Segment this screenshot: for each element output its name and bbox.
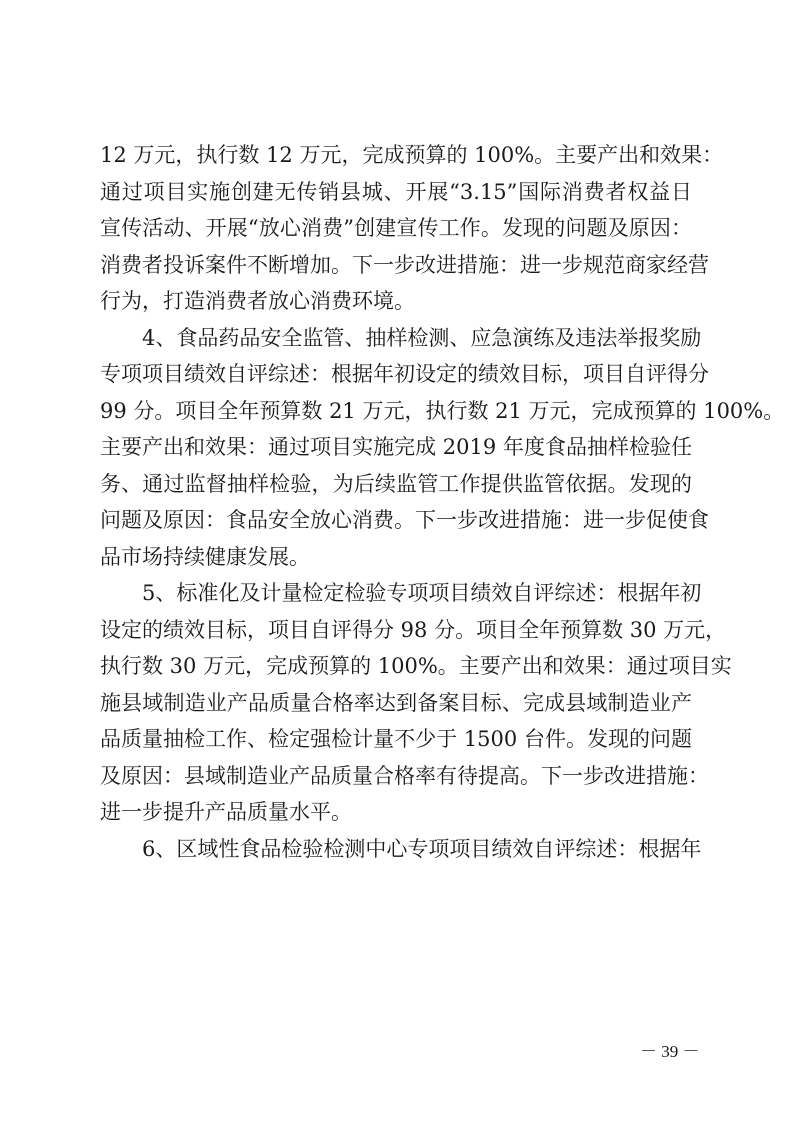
page-number: － 39 － (640, 1042, 700, 1061)
text-line: 5、标准化及计量检定检验专项项目绩效自评综述：根据年初 (142, 581, 702, 605)
text-line: 消费者投诉案件不断增加。下一步改进措施：进一步规范商家经营 (100, 252, 709, 277)
text-line: 6、区域性食品检验检测中心专项项目绩效自评综述：根据年 (142, 836, 702, 861)
text-line: 通过项目实施创建无传销县城、开展“3.15”国际消费者权益日 (100, 179, 692, 204)
text-line: 问题及原因：食品安全放心消费。下一步改进措施：进一步促使食 (100, 508, 709, 532)
paragraph-budget-consumer (100, 137, 724, 320)
text-line: 品质量抽检工作、检定强检计量不少于 1500 台件。发现的问题 (100, 727, 692, 751)
text-line: 务、通过监督抽样检验，为后续监管工作提供监管依据。发现的 (100, 471, 692, 496)
document-body (100, 137, 785, 867)
text-line: 施县域制造业产品质量合格率达到备案目标、完成县域制造业产 (100, 690, 692, 715)
text-line: 专项项目绩效自评综述：根据年初设定的绩效目标，项目自评得分 (100, 362, 709, 386)
text-line: 进一步提升产品质量水平。 (100, 800, 352, 824)
paragraph-item-6-regional-food-testing (100, 831, 702, 868)
text-line: 品市场持续健康发展。 (100, 544, 310, 569)
text-line: 执行数 30 万元，完成预算的 100%。主要产出和效果：通过项目实 (100, 654, 732, 678)
text-line: 行为，打造消费者放心消费环境。 (100, 289, 415, 313)
text-line: 主要产出和效果：通过项目实施完成 2019 年度食品抽样检验任 (100, 435, 692, 459)
text-line: 设定的绩效目标，项目自评得分 98 分。项目全年预算数 30 万元， (100, 617, 727, 642)
paragraph-item-4-food-drug-safety (100, 320, 785, 576)
text-line: 及原因：县域制造业产品质量合格率有待提高。下一步改进措施： (100, 763, 709, 788)
text-line: 4、食品药品安全监管、抽样检测、应急演练及违法举报奖励 (142, 325, 702, 350)
text-line: 99 分。项目全年预算数 21 万元，执行数 21 万元，完成预算的 100%。 (100, 398, 785, 423)
text-line: 12 万元，执行数 12 万元，完成预算的 100%。主要产出和效果： (100, 143, 724, 167)
text-line: 宣传活动、开展“放心消费”创建宣传工作。发现的问题及原因： (100, 216, 692, 240)
paragraph-item-5-standardization-metrology (100, 575, 732, 831)
